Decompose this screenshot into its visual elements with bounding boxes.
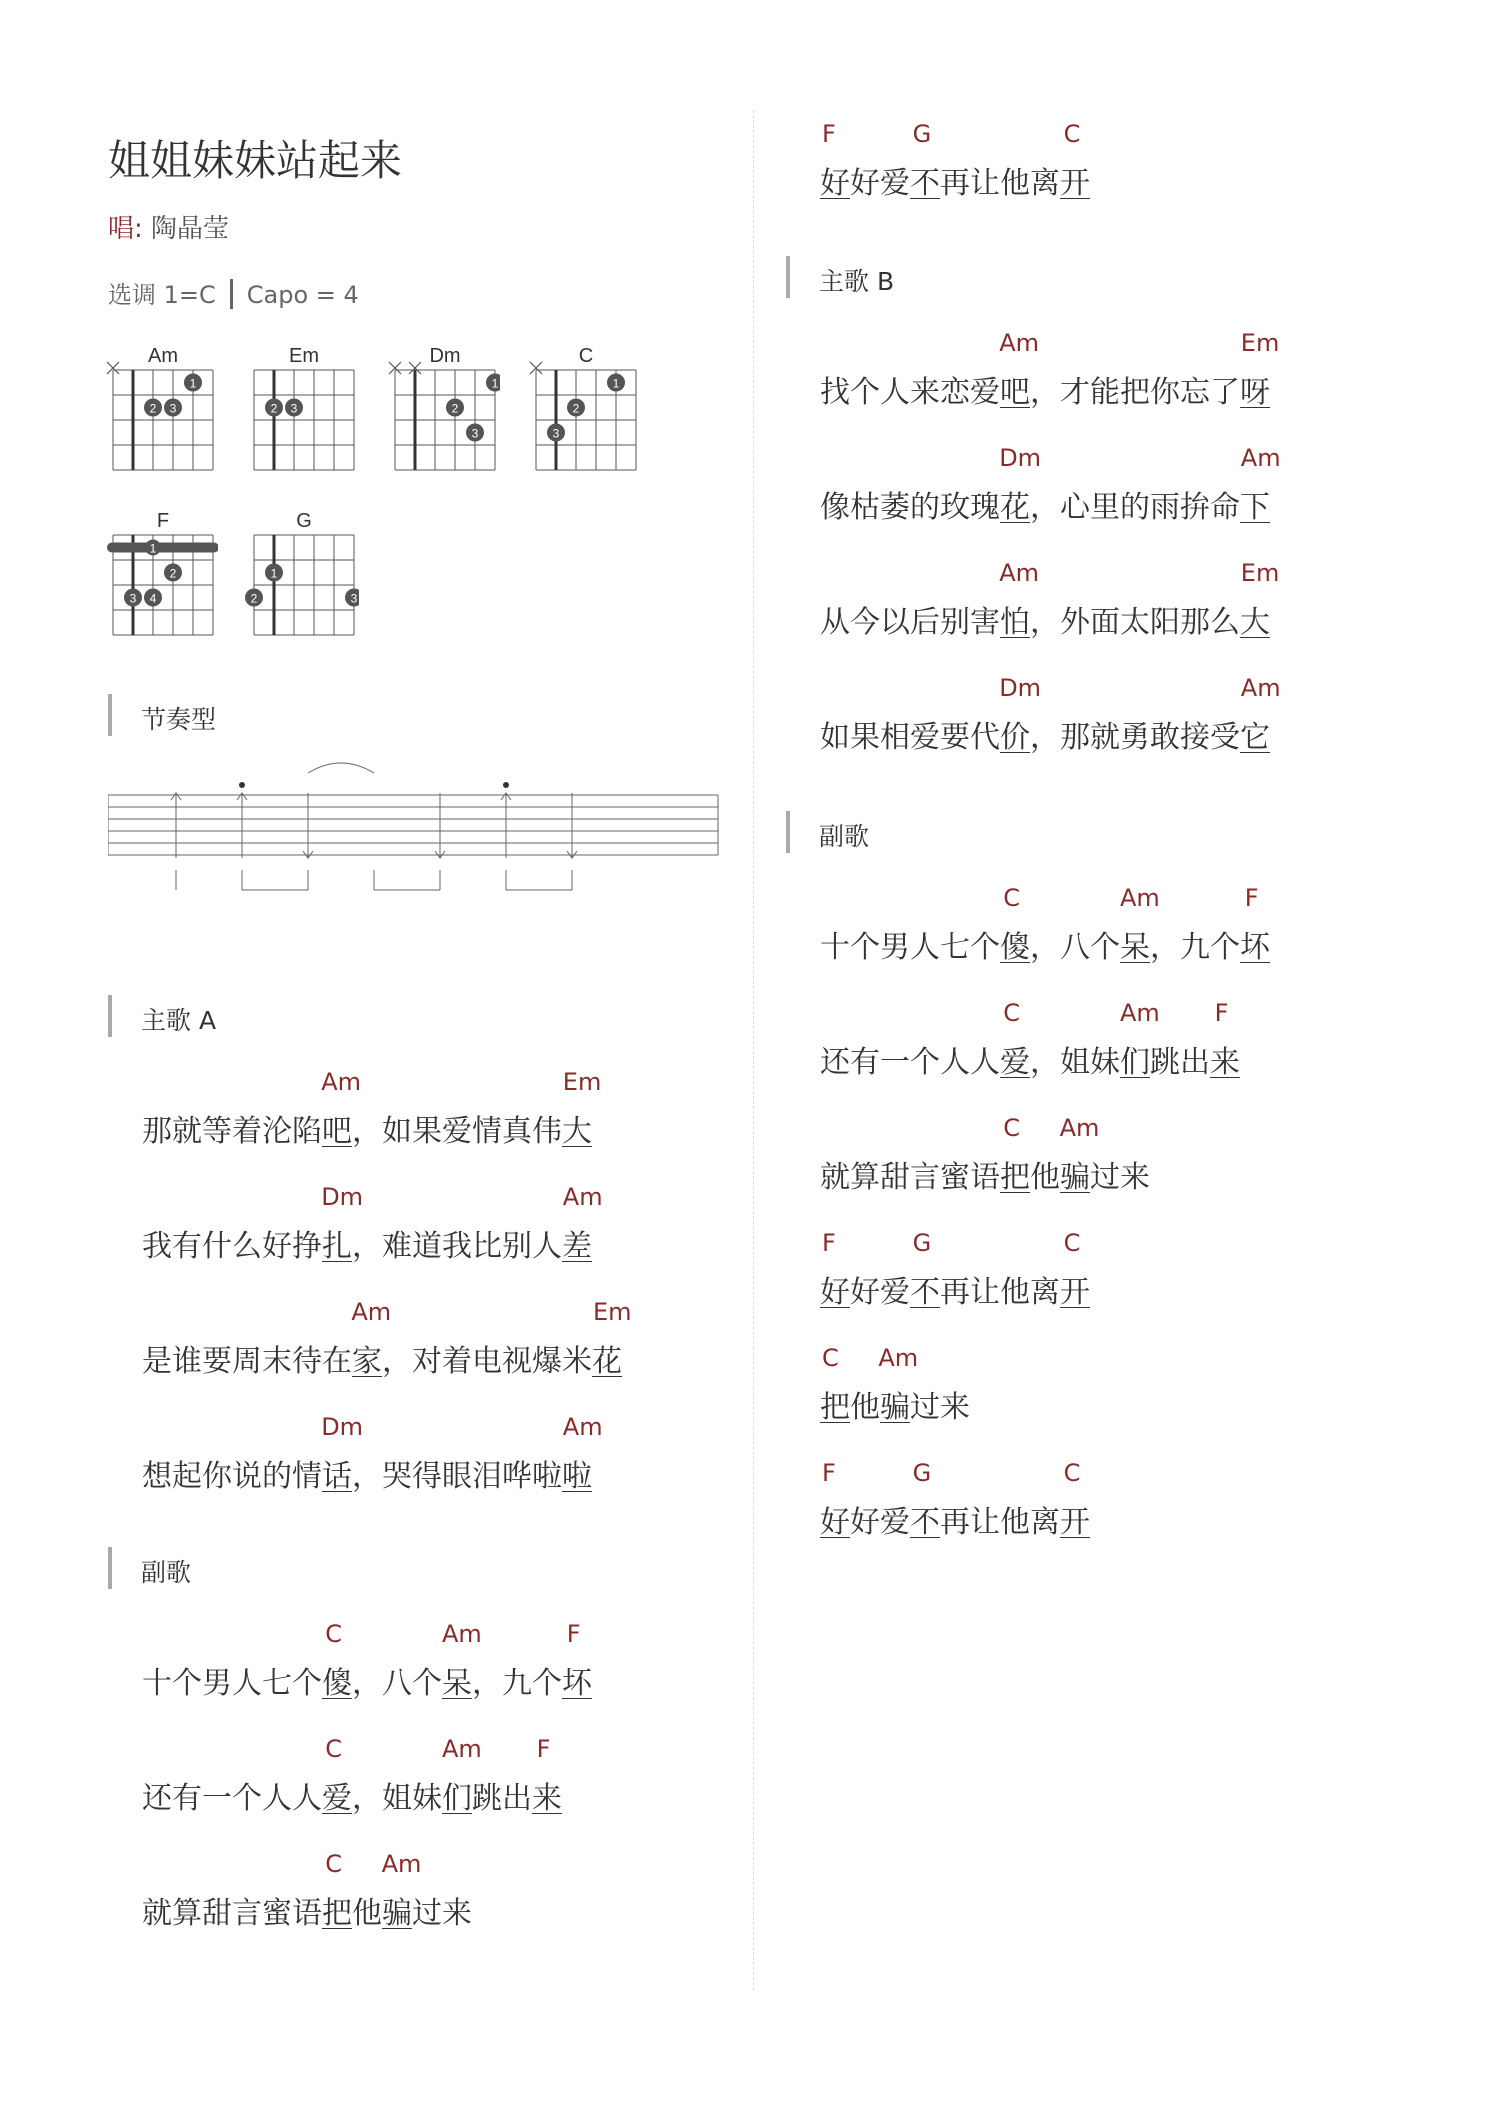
svg-text:2: 2 <box>572 401 580 416</box>
chord-label: Dm <box>321 1413 364 1441</box>
svg-text:3: 3 <box>169 401 177 416</box>
chord-label: F <box>822 1229 836 1257</box>
lyric-text: 还有一个人人爱，姐妹们跳出来 <box>820 1045 1240 1080</box>
chord-label: C <box>1003 1114 1020 1142</box>
key-line <box>108 275 359 313</box>
svg-text:3: 3 <box>129 591 137 606</box>
lyric-text: 就算甜言蜜语把他骗过来 <box>820 1160 1150 1195</box>
key-info: 选调 1=C <box>108 281 216 309</box>
chord-label: Em <box>593 1298 632 1326</box>
rhythm-section-title: 节奏型 <box>108 700 216 736</box>
lyric-text: 十个男人七个傻，八个呆，九个坏 <box>820 930 1270 965</box>
chord-label: G <box>912 1459 932 1487</box>
chord-label: C <box>1003 999 1020 1027</box>
svg-text:1: 1 <box>612 376 620 391</box>
chord-label: Dm <box>321 1183 364 1211</box>
lyric-text: 是谁要周末待在家，对着电视爆米花 <box>142 1344 622 1379</box>
lyric-text: 十个男人七个傻，八个呆，九个坏 <box>142 1666 592 1701</box>
lyric-text: 像枯萎的玫瑰花，心里的雨拚命下 <box>820 490 1270 525</box>
capo-info: Capo = 4 <box>246 281 359 309</box>
chord-label: F <box>822 1459 836 1487</box>
column-divider <box>753 110 754 1990</box>
chord-label: Am <box>351 1298 392 1326</box>
section-title: 主歌 B <box>786 262 894 298</box>
svg-text:4: 4 <box>149 591 157 606</box>
chord-name: Am <box>148 345 178 367</box>
rhythm-pattern <box>108 755 728 945</box>
svg-text:3: 3 <box>290 401 298 416</box>
chord-label: Em <box>562 1068 602 1096</box>
singer-name: 陶晶莹 <box>151 214 230 244</box>
chord-diagram-c <box>511 340 641 480</box>
lyric-text: 好好爱不再让他离开 <box>820 1275 1090 1310</box>
chord-label: F <box>822 120 836 148</box>
chord-label: Am <box>999 329 1039 357</box>
lyric-text: 从今以后别害怕，外面太阳那么大 <box>820 605 1270 640</box>
chord-label: Am <box>562 1413 603 1441</box>
svg-text:2: 2 <box>250 591 258 606</box>
singer-line <box>108 208 229 245</box>
chord-label: F <box>1214 999 1229 1027</box>
svg-text:3: 3 <box>350 591 358 606</box>
chord-name: Em <box>289 345 319 367</box>
chord-label: Dm <box>999 674 1042 702</box>
chord-label: G <box>912 120 932 148</box>
chord-label: Am <box>1059 1114 1100 1142</box>
lyric-text: 把他骗过来 <box>820 1390 970 1425</box>
lyric-text: 想起你说的情话，哭得眼泪哗啦啦 <box>142 1459 592 1494</box>
chord-label: Dm <box>999 444 1042 472</box>
chord-label: Am <box>321 1068 361 1096</box>
chord-label: F <box>566 1620 581 1648</box>
svg-text:3: 3 <box>552 426 560 441</box>
chord-diagram-dm <box>370 340 500 480</box>
section-title: 副歌 <box>786 817 869 853</box>
chord-label: C <box>325 1850 342 1878</box>
svg-text:2: 2 <box>270 401 278 416</box>
chord-label: Am <box>562 1183 603 1211</box>
chord-label: Am <box>878 1344 919 1372</box>
chord-diagram-am <box>88 340 218 480</box>
chord-label: C <box>325 1620 342 1648</box>
chord-name: Dm <box>429 345 461 367</box>
svg-text:1: 1 <box>491 376 499 391</box>
lyric-text: 找个人来恋爱吧，才能把你忘了呀 <box>820 375 1270 410</box>
chord-label: C <box>1003 884 1020 912</box>
svg-text:2: 2 <box>149 401 157 416</box>
chord-label: Am <box>442 1620 482 1648</box>
chord-diagram-em <box>229 340 359 480</box>
section-title: 主歌 A <box>108 1001 216 1037</box>
chord-label: Am <box>1240 444 1281 472</box>
chord-label: Am <box>1240 674 1281 702</box>
chord-label: C <box>1063 120 1081 148</box>
svg-text:2: 2 <box>169 566 177 581</box>
lyric-text: 如果相爱要代价，那就勇敢接受它 <box>820 720 1270 755</box>
song-title: 姐姐妹妹站起来 <box>108 136 403 185</box>
singer-label: 唱: <box>108 214 143 244</box>
chord-label: F <box>536 1735 551 1763</box>
chord-name: C <box>578 345 594 367</box>
chord-name: G <box>296 510 312 532</box>
lyric-text: 好好爱不再让他离开 <box>820 166 1090 201</box>
key-separator <box>230 279 233 309</box>
chord-diagram-f <box>88 505 218 645</box>
chord-label: Em <box>1240 329 1280 357</box>
lyric-text: 我有什么好挣扎，难道我比别人差 <box>142 1229 592 1264</box>
chord-label: Em <box>1240 559 1280 587</box>
section-title: 副歌 <box>108 1553 191 1589</box>
svg-text:2: 2 <box>451 401 459 416</box>
svg-text:1: 1 <box>189 376 197 391</box>
chord-label: F <box>1244 884 1259 912</box>
svg-text:3: 3 <box>471 426 479 441</box>
chord-label: G <box>912 1229 932 1257</box>
chord-label: Am <box>442 1735 482 1763</box>
chord-label: C <box>1063 1459 1081 1487</box>
lyric-text: 那就等着沦陷吧，如果爱情真伟大 <box>142 1114 592 1149</box>
chord-label: C <box>1063 1229 1081 1257</box>
chord-diagram-g <box>229 505 359 645</box>
lyric-text: 还有一个人人爱，姐妹们跳出来 <box>142 1781 562 1816</box>
chord-label: Am <box>1120 884 1160 912</box>
lyric-text: 好好爱不再让他离开 <box>820 1505 1090 1540</box>
lyric-text: 就算甜言蜜语把他骗过来 <box>142 1896 472 1931</box>
chord-label: Am <box>381 1850 422 1878</box>
chord-label: Am <box>999 559 1039 587</box>
svg-text:1: 1 <box>270 566 278 581</box>
chord-label: C <box>822 1344 839 1372</box>
chord-label: C <box>325 1735 342 1763</box>
chord-label: Am <box>1120 999 1160 1027</box>
svg-text:1: 1 <box>149 541 157 556</box>
chord-name: F <box>156 510 170 532</box>
